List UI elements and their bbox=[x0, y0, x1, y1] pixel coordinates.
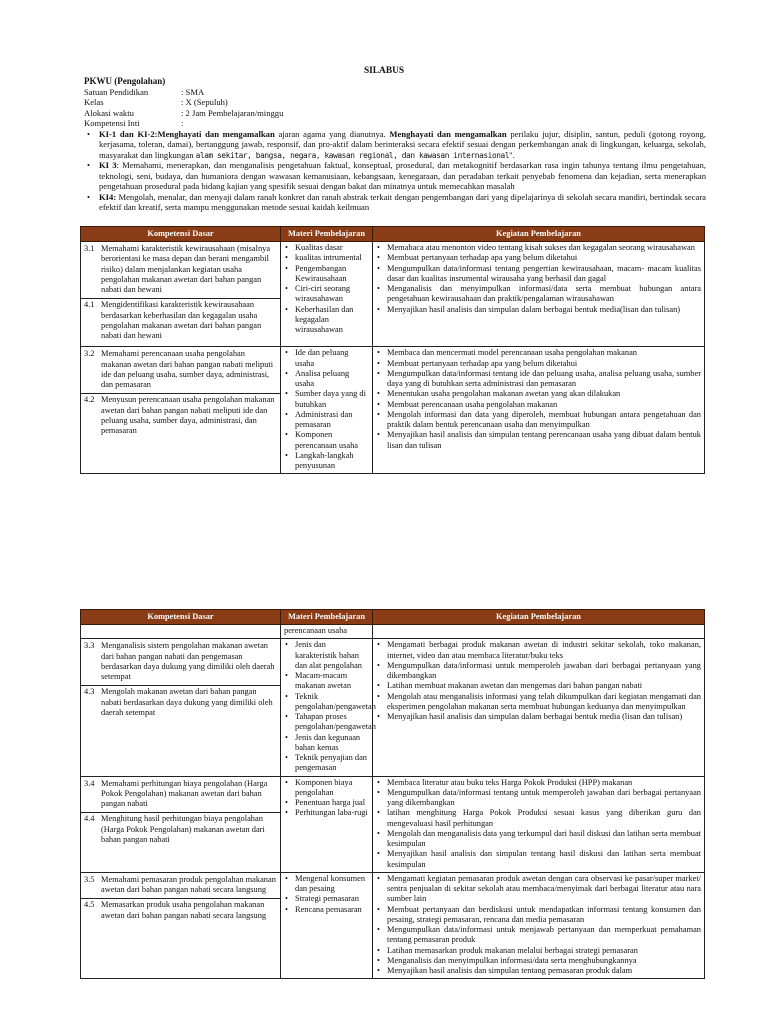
table-row bbox=[81, 872, 705, 979]
kegiatan-cell-empty bbox=[373, 625, 705, 639]
info-label: Satuan Pendidikan bbox=[84, 86, 149, 97]
table-row-continued bbox=[81, 625, 705, 639]
ki-label: KI4: bbox=[99, 191, 117, 202]
kd-item bbox=[84, 874, 277, 899]
kd-number: 3.1 bbox=[84, 244, 95, 253]
list-item: • Pengembangan Kewirausahaan bbox=[284, 264, 369, 285]
materi-cell bbox=[281, 242, 373, 347]
ki-handwritten-text: alam sekitar, bangsa, negara, kawasan regional, dan kawasan internasional bbox=[195, 150, 510, 160]
list-item: • Mengenal konsumen dan pesaing bbox=[284, 874, 369, 895]
document-header bbox=[84, 76, 706, 213]
header-kompetensi-dasar: Kompetensi Dasar bbox=[81, 610, 281, 625]
table-row bbox=[81, 776, 705, 872]
kd-text: Mengidentifikasi karakteristik kewirausahaan berdasarkan keberhasilan dan kegagalan usaha pengolahan makanan awetan dari bahan pangan nabati dan hewani bbox=[101, 300, 262, 340]
kd-number: 3.5 bbox=[84, 874, 95, 884]
kd-cell bbox=[81, 242, 281, 347]
list-item: • Ide dan peluang usaha bbox=[284, 348, 369, 369]
header-kompetensi-dasar: Kompetensi Dasar bbox=[81, 227, 281, 242]
kompetensi-inti-list bbox=[84, 129, 706, 213]
kd-text: Memahami perhitungan biaya pengolahan (Harga Pokok Pengolahan) makanan awetan dari bahan pangan nabati bbox=[101, 778, 268, 808]
subject-title: PKWU (Pengolahan) bbox=[84, 76, 166, 86]
info-label: Kompetensi Inti bbox=[84, 118, 140, 129]
silabus-table-1 bbox=[80, 226, 705, 474]
list-item: • Tahapan proses pengolahan/pengawetan bbox=[284, 712, 369, 733]
list-item: • Menentukan usaha pengolahan makanan awetan yang akan dilakukan bbox=[376, 389, 701, 399]
kd-number: 4.5 bbox=[84, 900, 95, 910]
kd-text: Menganalisis sistem pengolahan makanan awetan dari bahan pangan nabati dan pengemasan berdasarkan daya dukung yang dimiliki oleh daerah setempat bbox=[101, 641, 275, 681]
kd-item bbox=[84, 778, 277, 813]
kd-text: Memahami karakteristik kewirausahaan (misalnya berorientasi ke masa depan dan berani mengambil risiko) dalam menjalankan kegiatan usaha pengolahan makanan awetan dari bahan pangan nabati dan hewani bbox=[101, 244, 271, 294]
list-item: • Jenis dan karakteristik bahan dan alat pengolahan bbox=[284, 640, 369, 671]
kd-cell bbox=[81, 639, 281, 776]
ki-item-1-2 bbox=[84, 129, 706, 160]
list-item: • Mengumpulkan data/informasi untuk menjawab pertanyaan dan memperkuat pemahaman tentang pemasaran produk bbox=[376, 925, 701, 946]
kd-text: Memasarkan produk usaha pengolahan makanan awetan dari bahan pangan nabati secara langsung bbox=[101, 900, 267, 920]
ki-item-4 bbox=[84, 192, 706, 213]
silabus-table-2 bbox=[80, 609, 705, 979]
list-item: • Latihan membuat makanan awetan dan mengemas dari bahan pangan nabati bbox=[376, 681, 701, 691]
table-header-row bbox=[81, 227, 705, 242]
list-item: • Membuat perencanaan usaha pengolahan makanan bbox=[376, 400, 701, 410]
kd-text: Memahami pemasaran produk pengolahan makanan awetan dari bahan pangan nabati secara langsung bbox=[101, 874, 276, 894]
list-item: • Mengumpulkan data/informasi tentang ide dan peluang usaha, analisa peluang usaha, sumber daya yang di butuhkan serta administrasi dan pemasaran bbox=[376, 369, 701, 390]
list-item: • Mengumpulkan data/informasi tentang pengertian kewirausahaan, macam- macam kualitas dasar dan kualitas insrumental wirausaha yang berhasil dan gagal bbox=[376, 264, 701, 285]
info-block bbox=[84, 87, 706, 129]
kd-text: Memahami perencanaan usaha pengolahan makanan awetan dari bahan pangan nabati meliputi ide dan peluang usaha, sumber daya, administrasi, dan pemasaran bbox=[101, 349, 274, 389]
list-item: • Penentuan harga jual bbox=[284, 798, 369, 808]
list-item: • Menyajikan hasil analisis dan simpulan tentang hasil diskusi dan latihan serta membuat kesimpulan bbox=[376, 849, 701, 870]
list-item: • Jenis dan kegunaan bahan kemas bbox=[284, 733, 369, 754]
header-kegiatan: Kegiatan Pembelajaran bbox=[373, 610, 705, 625]
list-item: • Ciri-ciri seorang wirausahawan bbox=[284, 284, 369, 305]
table-row bbox=[81, 639, 705, 776]
list-item: • Membuat pertanyaan dan berdiskusi untuk mendapatkan informasi tentang konsumen dan pesaing, strategi pemasaran, rencana dan media pemasaran bbox=[376, 905, 701, 926]
kd-item bbox=[84, 640, 277, 685]
kd-item bbox=[84, 348, 277, 393]
list-item: • Membaca dan mencermati model perencanaan usaha pengolahan makanan bbox=[376, 348, 701, 358]
kegiatan-cell bbox=[373, 639, 705, 776]
list-item: • Analisa peluang usaha bbox=[284, 369, 369, 390]
kd-number: 3.2 bbox=[84, 349, 95, 359]
list-item: • Mengamati kegiatan pemasaran produk awetan dengan cara observasi ke pasar/super market/ sentra penjualan di sekitar sekolah atau membaca/menyimak dari berbagai literatur atau nara sumber lain bbox=[376, 874, 701, 905]
ki-emphasis: Menghayati dan mengamalkan bbox=[389, 128, 507, 139]
ki-text: : Memahami, menerapkan, dan menganalisis pengetahuan faktual, konseptual, prosedural, dan metakognitif berdasarkan rasa ingin tahunya tentang ilmu pengetahuan, teknologi, seni, budaya, dan humaniora dengan wawasan kemanusiaan, kebangsaan, kenegaraan, dan peradaban terkait penyebab fenomena dan kejadian, serta menerapkan pengetahuan prosedural pada bidang kajian yang spesifik sesuai dengan bakat dan minatnya untuk memecahkan masalah bbox=[99, 160, 707, 192]
kd-cell-empty bbox=[81, 625, 281, 639]
list-item: • Langkah-langkah penyusunan bbox=[284, 451, 369, 472]
list-item: • Keberhasilan dan kegagalan wirausahawan bbox=[284, 305, 369, 336]
info-row-satuan bbox=[84, 87, 706, 98]
kd-item bbox=[81, 393, 280, 439]
list-item: • Mengolah informasi dan data yang diperoleh, membuat hubungan antara pengetahuan dan praktik dalam bentuk perencanaan usaha dan menyimpulkan bbox=[376, 410, 701, 431]
info-value: : bbox=[181, 118, 184, 129]
kegiatan-cell bbox=[373, 776, 705, 872]
list-item: • Komponen biaya pengolahan bbox=[284, 778, 369, 799]
kd-number: 4.3 bbox=[84, 687, 95, 697]
list-item: • Administrasi dan pemasaran bbox=[284, 410, 369, 431]
list-item: • Menyajikan hasil analisis dan simpulan dalam berbagai bentuk media(lisan dan tulisan) bbox=[376, 305, 701, 315]
list-item: • latihan menghitung Harga Pokok Produksi sesuai kasus yang diberikan guru dan mengevaluasi hasil perhitungan bbox=[376, 808, 701, 829]
kd-number: 4.2 bbox=[84, 395, 95, 405]
kd-text: Mengolah makanan awetan dari bahan pangan nabati berdasarkan daya dukung yang dimiliki oleh daerah setempat bbox=[101, 687, 273, 717]
ki-label: KI 3 bbox=[99, 160, 117, 171]
list-item: • Komponen perencanaan usaha bbox=[284, 430, 369, 451]
kd-number: 4.1 bbox=[84, 300, 95, 310]
kd-number: 3.3 bbox=[84, 641, 95, 651]
info-value: : SMA bbox=[181, 86, 205, 97]
document-title: SILABUS bbox=[363, 66, 405, 76]
header-kegiatan: Kegiatan Pembelajaran bbox=[373, 227, 705, 242]
info-row-alokasi bbox=[84, 108, 706, 119]
ki-text: Mengolah, menalar, dan menyaji dalam ranah konkret dan ranah abstrak terkait dengan pengembangan dari yang dipelajarinya di sekolah secara mandiri, bertindak secara efektif dan kreatif, serta mampu menggunakan metode sesuai kaidah keilmuan bbox=[99, 191, 706, 213]
materi-cell bbox=[281, 776, 373, 872]
list-item: • Menyajikan hasil analisis dan simpulan dalam berbagai bentuk media (lisan dan tulisan) bbox=[376, 712, 701, 722]
list-item: • Rencana pemasaran bbox=[284, 905, 369, 915]
list-item: • Menganalisis dan menyimpulkan informasi/data serta membuat hubungan antara pengetahuan kewirausahaan dan praktik/pengalaman wirausahawan bbox=[376, 284, 701, 305]
list-item: • kualitas intrumental bbox=[284, 253, 369, 263]
ki-label: KI-1 dan KI-2:Menghayati dan mengamalkan bbox=[99, 128, 275, 139]
list-item: • Macam-macam makanan awetan bbox=[284, 671, 369, 692]
list-item: • Mengolah dan menganalisis data yang terkumpul dari hasil diskusi dan latihan serta membuat kesimpulan bbox=[376, 829, 701, 850]
table-row bbox=[81, 242, 705, 347]
materi-cell: perencanaan usaha bbox=[281, 625, 373, 639]
list-item: • Membuat pertanyaan terhadap apa yang belum diketahui bbox=[376, 359, 701, 369]
list-item: • Mengamati berbagai produk makanan awetan di industri sekitar sekolah, toko makanan, internet, video dan atau membaca literatur/buku teks bbox=[376, 640, 701, 661]
kegiatan-cell bbox=[373, 242, 705, 347]
list-item: • Latihan memasarkan produk makanan melalui berbagai strategi pemasaran bbox=[376, 946, 701, 956]
list-item: • Memabaca atau menonton video tentang kisah sukses dan kegagalan seorang wirausahawan bbox=[376, 243, 701, 253]
ki-item-3 bbox=[84, 160, 706, 191]
materi-cell bbox=[281, 639, 376, 776]
materi-cell bbox=[281, 872, 373, 979]
list-item: • Teknik pengolahan/pengawetan bbox=[284, 692, 369, 713]
kd-text: Menyusun perencanaan usaha pengolahan makanan awetan dari bahan pangan nabati meliputi ide dan peluang usaha, sumber daya, administrasi, dan pemasaran bbox=[101, 395, 275, 435]
info-row-kelas bbox=[84, 97, 706, 108]
kegiatan-cell bbox=[373, 347, 705, 474]
info-label: Kelas bbox=[84, 97, 104, 108]
info-row-kompetensi bbox=[84, 118, 706, 129]
kd-item bbox=[81, 898, 280, 924]
table-row bbox=[81, 347, 705, 474]
list-item: • Menyajikan hasil analisis dan simpulan tentang perencanaan usaha yang dibuat dalam bentuk lisan dan tulisan bbox=[376, 430, 701, 451]
materi-cell bbox=[281, 347, 373, 474]
kd-item bbox=[84, 243, 277, 298]
list-item: • Menganalisis dan menyimpulkan informasi/data serta menghubungkannya bbox=[376, 956, 701, 966]
list-item: • Menyajikan hasil analisis dan simpulan tentang pemasaran produk dalam bbox=[376, 966, 701, 976]
info-value: : 2 Jam Pembelajaran/minggu bbox=[181, 107, 284, 118]
kd-text: Menghitung hasil perhitungan biaya pengolahan (Harga Pokok Pengolahan) makanan awetan dari bahan pangan nabati bbox=[101, 814, 265, 844]
ki-text: perilaku jujur, disiplin, santun, peduli (gotong royong, kerjasama, toleran, damai), bertanggung jawab, responsif, dan pro-aktif dalam berinteraksi secara efektif sesuai dengan perkembangan anak di lingkungan, keluarga, sekolah, masyarakat dan lingkungan bbox=[99, 128, 706, 160]
info-value: : X (Sepuluh) bbox=[181, 97, 228, 108]
ki-text: ajaran agama yang dianutnya. bbox=[274, 128, 390, 139]
kd-number: 3.4 bbox=[84, 778, 95, 788]
kd-item bbox=[81, 685, 280, 721]
list-item: • Mengumpulkan data/informasi untuk memperoleh jawaban dari berbagai pertanyaan yang dikembangkan bbox=[376, 661, 701, 682]
kd-cell bbox=[81, 872, 281, 979]
ki-text: ". bbox=[509, 149, 515, 160]
table-header-row bbox=[81, 610, 705, 625]
list-item: • Membaca literatur atau buku teks Harga Pokok Produksi (HPP) makanan bbox=[376, 778, 701, 788]
list-item: • Kualitas dasar bbox=[284, 243, 369, 253]
info-label: Alokasi waktu bbox=[84, 107, 134, 118]
kd-item bbox=[81, 812, 280, 848]
list-item: • Sumber daya yang di butuhkan bbox=[284, 389, 369, 410]
list-item: • Perhitungan laba-rugi bbox=[284, 808, 369, 818]
list-item: • Teknik penyajian dan pengemasan bbox=[284, 753, 369, 774]
kd-number: 4.4 bbox=[84, 814, 95, 824]
kd-cell bbox=[81, 347, 281, 474]
list-item: • Mengumpulkan data/informasi tentang untuk memperoleh jawaban dari berbagai pertanyaan yang dikembangkan bbox=[376, 788, 701, 809]
list-item: • Mengolah atau menganalisis informasi yang telah dikumpulkan dari kegiatan mengamati dan eksperimen pengolahan makanan serta membuat hubungan keduanya dan menyimpulkan bbox=[376, 692, 701, 713]
list-item: • Strategi pemasaran bbox=[284, 894, 369, 904]
kd-item bbox=[81, 298, 280, 344]
kegiatan-cell bbox=[373, 872, 705, 979]
header-materi: Materi Pembelajaran bbox=[281, 610, 373, 625]
header-materi: Materi Pembelajaran bbox=[281, 227, 373, 242]
list-item: • Membuat pertanyaan terhadap apa yang belum diketahui bbox=[376, 253, 701, 263]
kd-cell bbox=[81, 776, 281, 872]
